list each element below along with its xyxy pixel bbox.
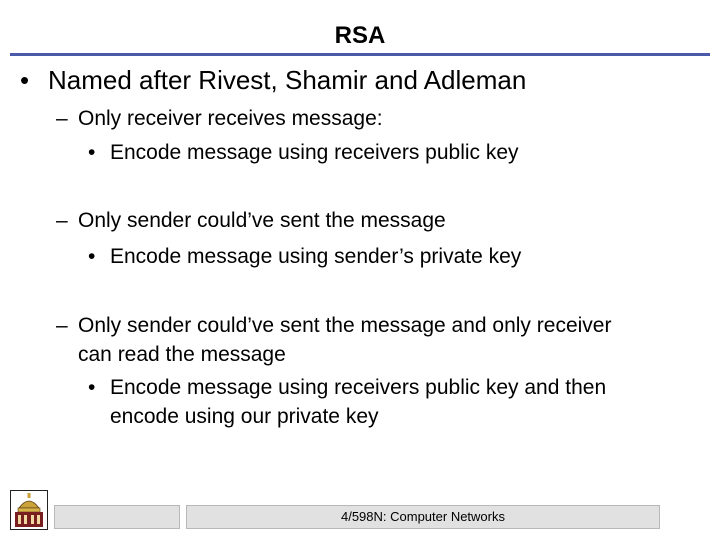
sub-sub-bullet-continuation <box>110 402 379 432</box>
sub-bullet-item <box>56 206 446 236</box>
bullet-marker: • <box>88 376 96 399</box>
sub-bullet-text: Only sender could’ve sent the message and only receiver <box>78 314 612 337</box>
dash-marker: – <box>56 209 68 232</box>
footer-course-label: 4/598N: Computer Networks <box>340 509 505 524</box>
sub-sub-bullet-text: encode using our private key <box>110 405 379 428</box>
footer-panel-left <box>54 505 180 529</box>
bullet-item <box>20 65 526 95</box>
sub-sub-bullet-text: Encode message using sender’s private key <box>110 245 522 268</box>
sub-bullet-item <box>56 311 611 341</box>
sub-sub-bullet-item <box>88 373 606 403</box>
sub-sub-bullet-text: Encode message using receivers public key <box>110 141 519 164</box>
sub-sub-bullet-item <box>88 138 519 168</box>
sub-bullet-item <box>56 104 383 134</box>
sub-sub-bullet-item <box>88 242 521 272</box>
sub-bullet-text: can read the message <box>78 343 286 366</box>
sub-bullet-text: Only receiver receives message: <box>78 107 383 130</box>
sub-sub-bullet-text: Encode message using receivers public key and then <box>110 376 607 399</box>
bullet-marker: • <box>88 245 96 268</box>
bullet-marker: • <box>20 65 30 95</box>
sub-bullet-continuation <box>78 340 286 370</box>
bullet-marker: • <box>88 141 96 164</box>
slide-title: RSA <box>334 22 386 49</box>
sub-bullet-text: Only sender could’ve sent the message <box>78 209 446 232</box>
dash-marker: – <box>56 107 68 130</box>
bullet-text: Named after Rivest, Shamir and Adleman <box>48 65 527 95</box>
title-divider <box>10 53 710 56</box>
dash-marker: – <box>56 314 68 337</box>
dome-building-icon <box>10 490 48 530</box>
